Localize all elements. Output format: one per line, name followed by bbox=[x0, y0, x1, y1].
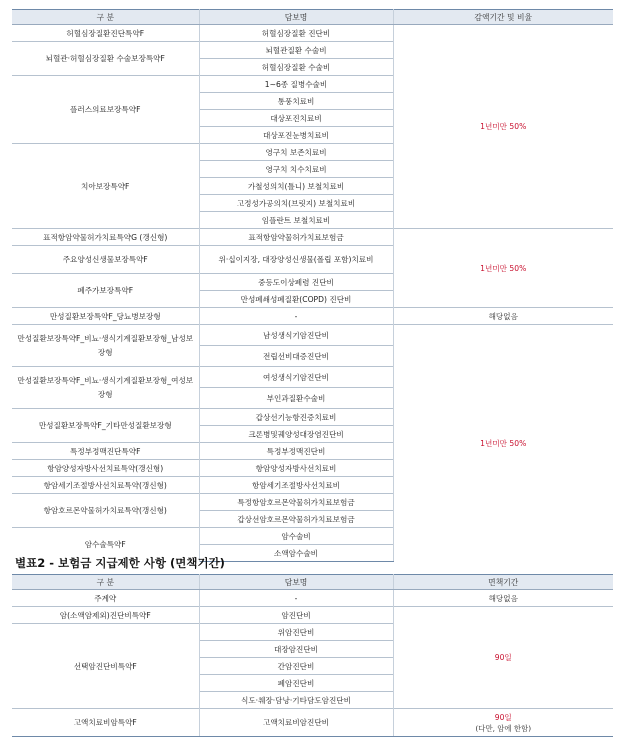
coverage-cell: 대상포진치료비 bbox=[199, 110, 393, 127]
category-cell: 폐주가보장특약F bbox=[12, 274, 199, 308]
reduction-cell: 해당없음 bbox=[393, 308, 613, 325]
coverage-cell: 1~6종 질병수술비 bbox=[199, 76, 393, 93]
coverage-cell: 영구치 보존치료비 bbox=[199, 144, 393, 161]
coverage-cell: 허혈심장질환 수술비 bbox=[199, 59, 393, 76]
category-cell: 항암세기조절방사선치료특약(갱신형) bbox=[12, 477, 199, 494]
reduction-table bbox=[12, 9, 613, 562]
category-cell: 주요양성신생물보장특약F bbox=[12, 246, 199, 274]
category-cell: 만성질환보장특약F_기타만성질환보장형 bbox=[12, 409, 199, 443]
coverage-cell: 중등도이상폐렴 진단비 bbox=[199, 274, 393, 291]
coverage-cell: 남성생식기암진단비 bbox=[199, 325, 393, 346]
exemption-cell: 90일 bbox=[393, 607, 613, 709]
category-cell: 플러스의료보장특약F bbox=[12, 76, 199, 144]
reduction-cell: 1년미만 50% bbox=[393, 25, 613, 229]
coverage-cell: 대장암진단비 bbox=[199, 641, 393, 658]
coverage-cell: 폐암진단비 bbox=[199, 675, 393, 692]
coverage-cell: 위·십이지장, 대장양성신생물(폴립 포함)치료비 bbox=[199, 246, 393, 274]
coverage-cell: 특정항암호르몬약물허가치료보험금 bbox=[199, 494, 393, 511]
coverage-cell: 고액치료비암진단비 bbox=[199, 709, 393, 737]
category-cell: 치아보장특약F bbox=[12, 144, 199, 229]
exemption-value: 90일 bbox=[494, 712, 512, 722]
category-cell: 만성질환보장특약F_비뇨·생식기계질환보장형_남성보장형 bbox=[12, 325, 199, 367]
coverage-cell: 위암진단비 bbox=[199, 624, 393, 641]
coverage-cell: - bbox=[199, 590, 393, 607]
coverage-cell: 대상포진눈병치료비 bbox=[199, 127, 393, 144]
coverage-cell: 표적항암약물허가치료보험금 bbox=[199, 229, 393, 246]
coverage-cell: 특정부정맥진단비 bbox=[199, 443, 393, 460]
category-cell: 만성질환보장특약F_당뇨병보장형 bbox=[12, 308, 199, 325]
coverage-cell: 임플란트 보철치료비 bbox=[199, 212, 393, 229]
coverage-cell: 갑상선암호르몬약물허가치료보험금 bbox=[199, 511, 393, 528]
category-cell: 뇌혈관·허혈심장질환 수술보장특약F bbox=[12, 42, 199, 76]
coverage-cell: 소액암수술비 bbox=[199, 545, 393, 562]
category-cell: 주계약 bbox=[12, 590, 199, 607]
category-cell: 암(소액암제외)진단비특약F bbox=[12, 607, 199, 624]
exemption-note: (다만, 암에 한함) bbox=[475, 723, 532, 733]
header-exemption: 면책기간 bbox=[393, 575, 613, 590]
coverage-cell: 영구치 치수치료비 bbox=[199, 161, 393, 178]
section-title: 별표2 - 보험금 지급제한 사항 (면책기간) bbox=[15, 556, 225, 570]
coverage-cell: 갑상선기능항진증치료비 bbox=[199, 409, 393, 426]
coverage-cell: 만성폐쇄성폐질환(COPD) 진단비 bbox=[199, 291, 393, 308]
category-cell: 만성질환보장특약F_비뇨·생식기계질환보장형_여성보장형 bbox=[12, 367, 199, 409]
category-cell: 허혈심장질환진단특약F bbox=[12, 25, 199, 42]
exemption-cell bbox=[393, 709, 613, 737]
coverage-cell: 부인과질환수술비 bbox=[199, 388, 393, 409]
header-category: 구 분 bbox=[12, 10, 199, 25]
coverage-cell: 암진단비 bbox=[199, 607, 393, 624]
coverage-cell: 식도·췌장·담낭·기타담도암진단비 bbox=[199, 692, 393, 709]
header-reduction: 감액기간 및 비율 bbox=[393, 10, 613, 25]
exemption-cell: 해당없음 bbox=[393, 590, 613, 607]
reduction-cell: 1년미만 50% bbox=[393, 229, 613, 308]
header-coverage: 담보명 bbox=[199, 575, 393, 590]
category-cell: 항암호르몬약물허가치료특약(갱신형) bbox=[12, 494, 199, 528]
category-cell: 고액치료비암특약F bbox=[12, 709, 199, 737]
reduction-cell: 1년미만 50% bbox=[393, 325, 613, 562]
category-cell: 선택암진단비특약F bbox=[12, 624, 199, 709]
coverage-cell: 암수술비 bbox=[199, 528, 393, 545]
header-coverage: 담보명 bbox=[199, 10, 393, 25]
category-cell: 항암양성자방사선치료특약(갱신형) bbox=[12, 460, 199, 477]
coverage-cell: 통풍치료비 bbox=[199, 93, 393, 110]
category-cell: 암수술특약F bbox=[12, 528, 199, 562]
coverage-cell: 간암진단비 bbox=[199, 658, 393, 675]
coverage-cell: 항암양성자방사선치료비 bbox=[199, 460, 393, 477]
header-category: 구 분 bbox=[12, 575, 199, 590]
exemption-table bbox=[12, 574, 613, 737]
coverage-cell: 여성생식기암진단비 bbox=[199, 367, 393, 388]
coverage-cell: 가철성의치(틀니) 보철치료비 bbox=[199, 178, 393, 195]
coverage-cell: 크론병및궤양성대장염진단비 bbox=[199, 426, 393, 443]
coverage-cell: 허혈심장질환 진단비 bbox=[199, 25, 393, 42]
coverage-cell: - bbox=[199, 308, 393, 325]
coverage-cell: 전립선비대증진단비 bbox=[199, 346, 393, 367]
coverage-cell: 고정성가공의치(브릿지) 보철치료비 bbox=[199, 195, 393, 212]
category-cell: 특정부정맥진단특약F bbox=[12, 443, 199, 460]
category-cell: 표적항암약물허가치료특약G (갱신형) bbox=[12, 229, 199, 246]
coverage-cell: 항암세기조절방사선치료비 bbox=[199, 477, 393, 494]
coverage-cell: 뇌혈관질환 수술비 bbox=[199, 42, 393, 59]
